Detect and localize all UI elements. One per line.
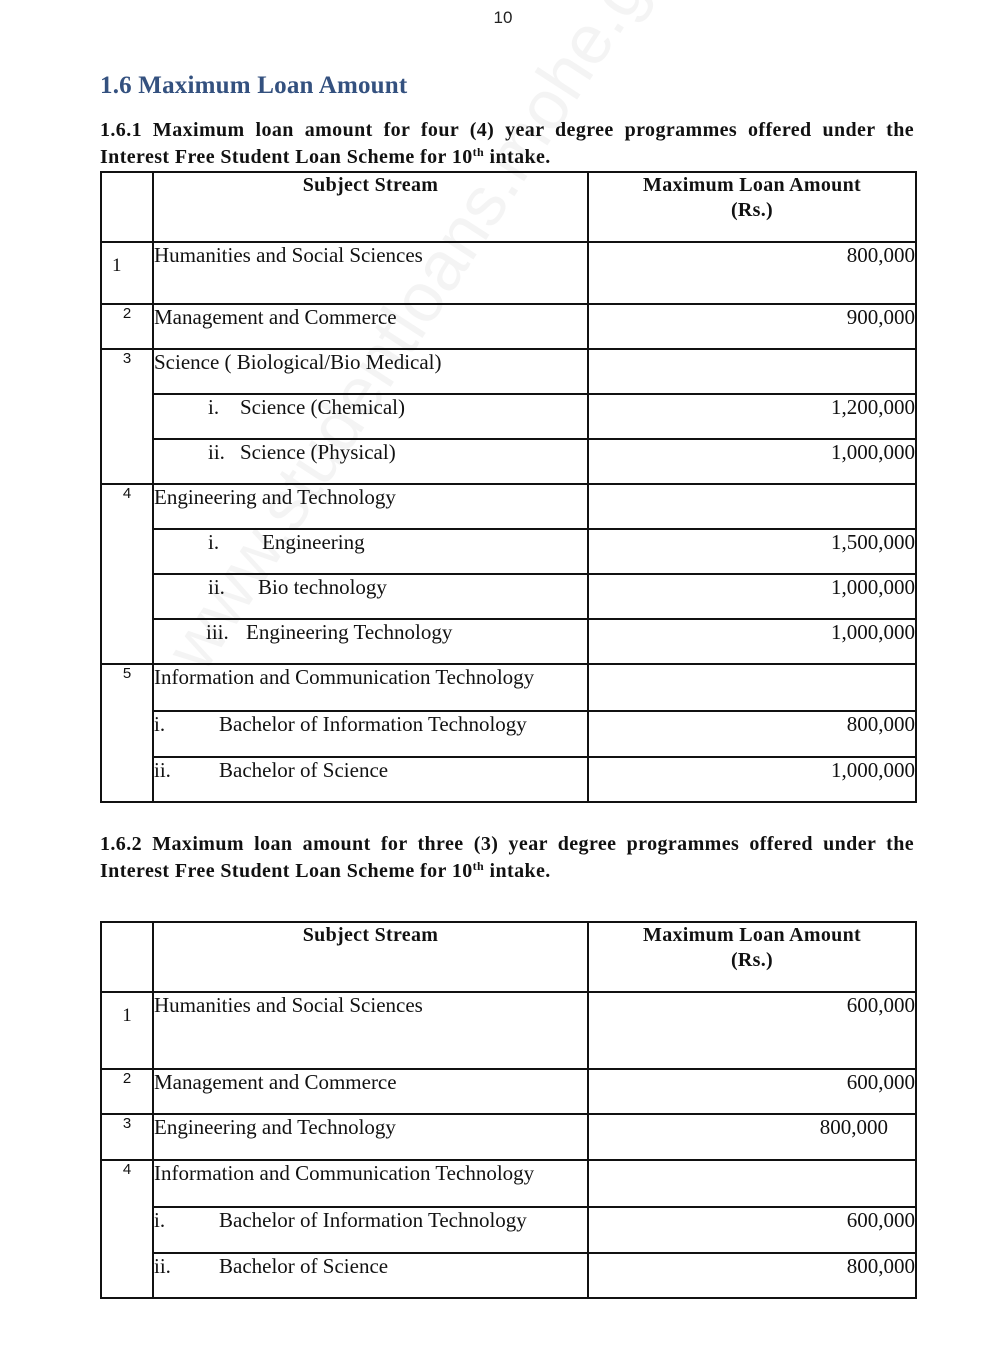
three-year-loan-table bbox=[100, 921, 917, 1299]
table-subrow bbox=[101, 1253, 916, 1298]
subject-stream: i. Science (Chemical) bbox=[153, 394, 588, 439]
row-number: 5 bbox=[101, 664, 153, 802]
subject-stream: ii. Bachelor of Science bbox=[153, 757, 588, 802]
subject-stream: ii. Bachelor of Science bbox=[153, 1253, 588, 1298]
row-number: 1 bbox=[101, 242, 153, 304]
header-max-loan-amount: Maximum Loan Amount (Rs.) bbox=[588, 922, 916, 992]
table-subrow bbox=[101, 757, 916, 802]
table-row bbox=[101, 664, 916, 711]
four-year-loan-table bbox=[100, 171, 917, 803]
row-number: 4 bbox=[101, 1160, 153, 1298]
loan-amount: 800,000 bbox=[588, 1114, 916, 1160]
row-number: 2 bbox=[101, 304, 153, 349]
table-subrow bbox=[101, 1207, 916, 1253]
subject-stream: i. Engineering bbox=[153, 529, 588, 574]
header-max-loan-amount: Maximum Loan Amount (Rs.) bbox=[588, 172, 916, 242]
subject-stream: Humanities and Social Sciences bbox=[153, 992, 588, 1069]
table-row bbox=[101, 1114, 916, 1160]
loan-amount: 1,000,000 bbox=[588, 574, 916, 619]
header-subject-stream: Subject Stream bbox=[153, 172, 588, 242]
subject-stream: Humanities and Social Sciences bbox=[153, 242, 588, 304]
loan-amount: 800,000 bbox=[588, 242, 916, 304]
loan-amount: 1,500,000 bbox=[588, 529, 916, 574]
table-row bbox=[101, 484, 916, 529]
loan-amount: 600,000 bbox=[588, 1207, 916, 1253]
table-header-row bbox=[101, 922, 916, 992]
row-number: 3 bbox=[101, 349, 153, 484]
table-row bbox=[101, 304, 916, 349]
loan-amount: 600,000 bbox=[588, 1069, 916, 1114]
loan-amount: 1,200,000 bbox=[588, 394, 916, 439]
subject-stream: Information and Communication Technology bbox=[153, 1160, 588, 1207]
loan-amount: 1,000,000 bbox=[588, 757, 916, 802]
loan-amount bbox=[588, 484, 916, 529]
row-number: 2 bbox=[101, 1069, 153, 1114]
loan-amount: 600,000 bbox=[588, 992, 916, 1069]
table-header-row bbox=[101, 172, 916, 242]
table-row bbox=[101, 1069, 916, 1114]
subject-stream: i. Bachelor of Information Technology bbox=[153, 1207, 588, 1253]
table-subrow bbox=[101, 529, 916, 574]
loan-amount bbox=[588, 1160, 916, 1207]
table-subrow bbox=[101, 619, 916, 664]
header-subject-stream: Subject Stream bbox=[153, 922, 588, 992]
row-number: 3 bbox=[101, 1114, 153, 1160]
table-row bbox=[101, 242, 916, 304]
subject-stream: Engineering and Technology bbox=[153, 1114, 588, 1160]
loan-amount: 900,000 bbox=[588, 304, 916, 349]
loan-amount bbox=[588, 349, 916, 394]
subject-stream: Information and Communication Technology bbox=[153, 664, 588, 711]
table-row bbox=[101, 992, 916, 1069]
loan-amount: 800,000 bbox=[588, 711, 916, 757]
subject-stream: Engineering and Technology bbox=[153, 484, 588, 529]
table-row bbox=[101, 1160, 916, 1207]
subject-stream: ii. Bio technology bbox=[153, 574, 588, 619]
row-number: 1 bbox=[101, 992, 153, 1069]
loan-amount bbox=[588, 664, 916, 711]
subject-stream: Science ( Biological/Bio Medical) bbox=[153, 349, 588, 394]
table-row bbox=[101, 349, 916, 394]
subject-stream: iii. Engineering Technology bbox=[153, 619, 588, 664]
table-subrow bbox=[101, 711, 916, 757]
header-num bbox=[101, 922, 153, 992]
subject-stream: Management and Commerce bbox=[153, 304, 588, 349]
subject-stream: i. Bachelor of Information Technology bbox=[153, 711, 588, 757]
loan-amount: 1,000,000 bbox=[588, 439, 916, 484]
subsection-heading-three-year: 1.6.2 Maximum loan amount for three (3) year degree programmes offered under the Interest Free Student Loan Scheme for 10th intake. bbox=[100, 833, 914, 882]
table-subrow bbox=[101, 574, 916, 619]
page-number: 10 bbox=[493, 8, 513, 27]
subject-stream: ii. Science (Physical) bbox=[153, 439, 588, 484]
subject-stream: Management and Commerce bbox=[153, 1069, 588, 1114]
loan-amount: 800,000 bbox=[588, 1253, 916, 1298]
loan-amount: 1,000,000 bbox=[588, 619, 916, 664]
subsection-heading-four-year: 1.6.1 Maximum loan amount for four (4) year degree programmes offered under the Interest Free Student Loan Scheme for 10th intake. bbox=[100, 119, 914, 168]
header-num bbox=[101, 172, 153, 242]
row-number: 4 bbox=[101, 484, 153, 664]
table-subrow bbox=[101, 394, 916, 439]
section-title: 1.6 Maximum Loan Amount bbox=[100, 72, 408, 99]
table-subrow bbox=[101, 439, 916, 484]
